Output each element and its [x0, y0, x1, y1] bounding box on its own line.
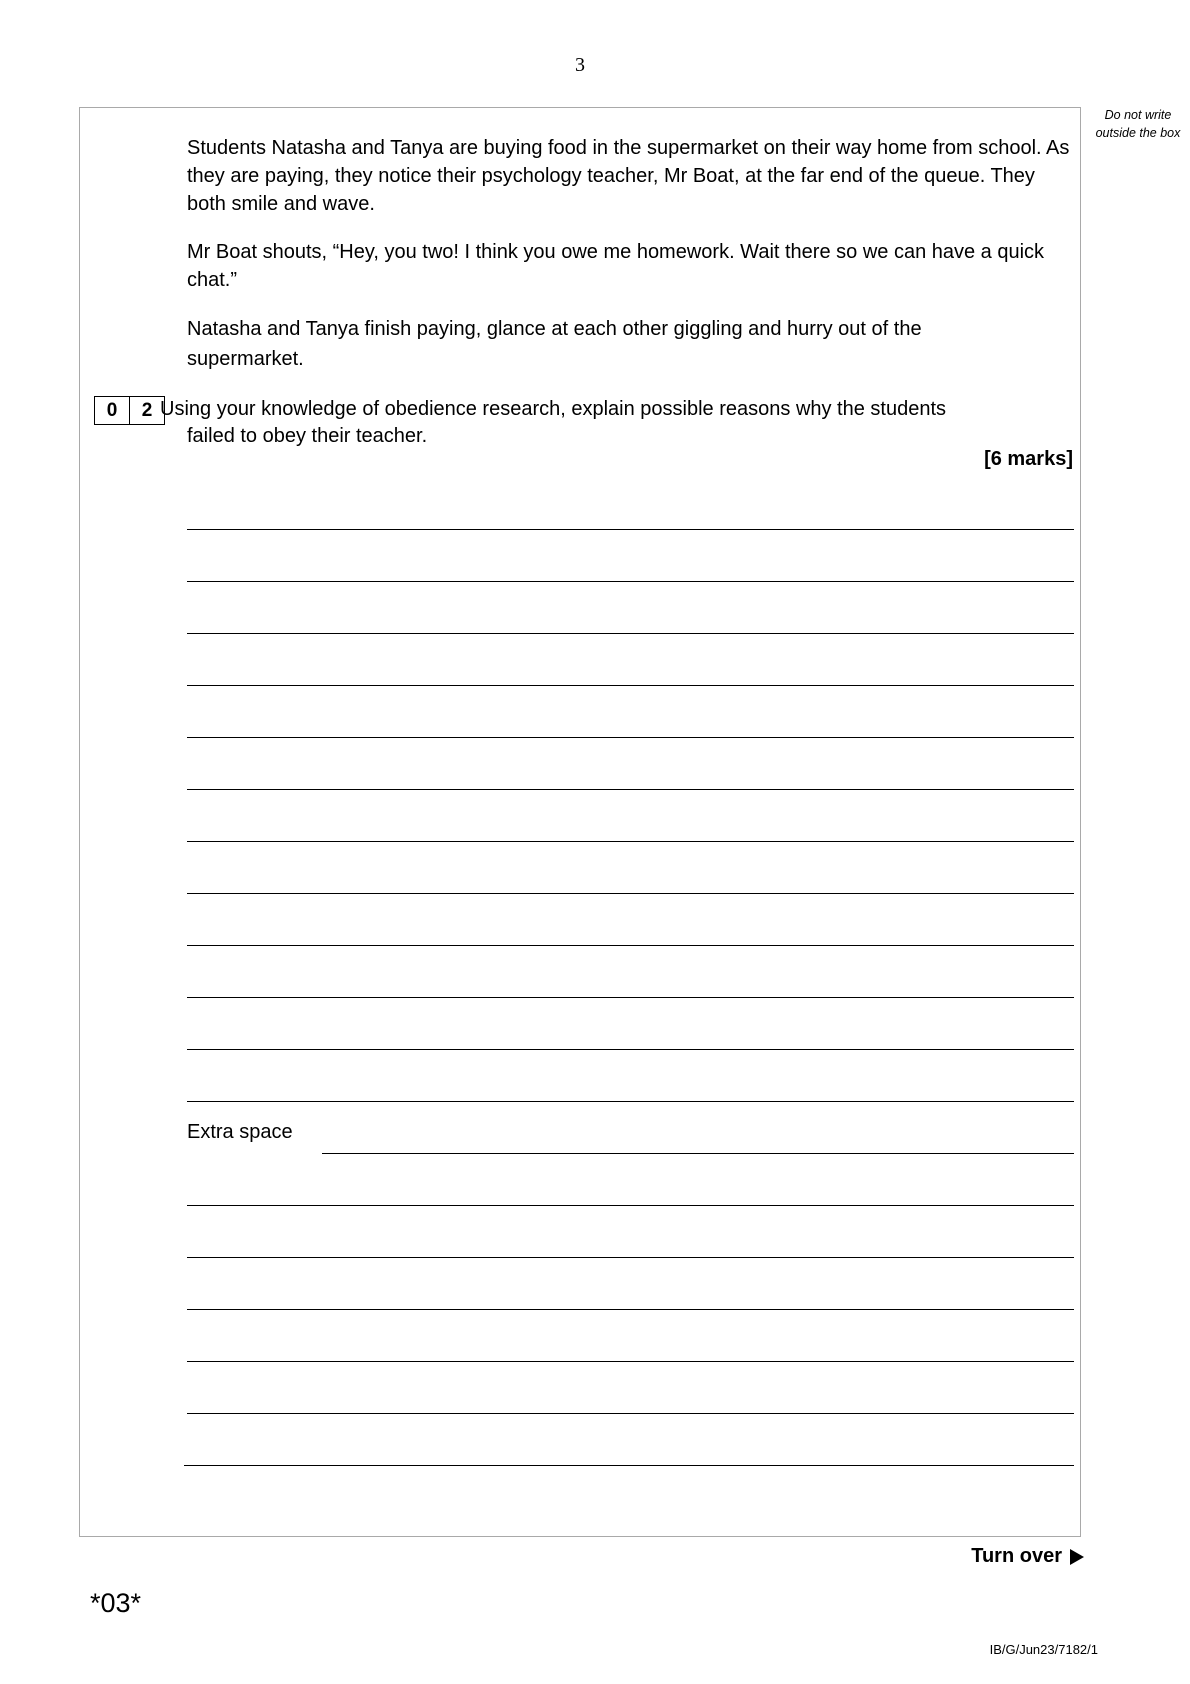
question-text-line-1: Using your knowledge of obedience research, explain possible reasons why the students [160, 398, 947, 420]
turn-over-label: Turn over [971, 1545, 1062, 1567]
answer-line[interactable] [187, 737, 1074, 738]
answer-line[interactable] [187, 841, 1074, 842]
answer-line[interactable] [187, 633, 1074, 634]
answer-line[interactable] [187, 1049, 1074, 1050]
answer-line[interactable] [187, 685, 1074, 686]
answer-line[interactable] [187, 1101, 1074, 1102]
extra-space-line[interactable] [187, 1205, 1074, 1206]
right-triangle-arrow-icon [1070, 1549, 1084, 1565]
question-number-digit-1: 0 [106, 399, 118, 421]
extra-space-line[interactable] [184, 1465, 1074, 1466]
question-number-box [94, 396, 165, 425]
answer-line[interactable] [187, 581, 1074, 582]
page-number: 3 [575, 54, 585, 76]
scenario-paragraph-3: Natasha and Tanya finish paying, glance at each other giggling and hurry out of the supermarket. [187, 318, 922, 370]
extra-space-label: Extra space [187, 1121, 293, 1143]
question-text [160, 396, 1080, 450]
answer-line[interactable] [187, 945, 1074, 946]
answer-line[interactable] [187, 997, 1074, 998]
answer-line[interactable] [187, 893, 1074, 894]
answer-line[interactable] [187, 789, 1074, 790]
answer-line[interactable] [187, 529, 1074, 530]
marks-label: [6 marks] [984, 448, 1073, 470]
scenario-paragraph-1: Students Natasha and Tanya are buying food in the supermarket on their way home from school. As they are paying, they notice their psychology teacher, Mr Boat, at the far end of the queue. They both smile and wave. [187, 137, 1070, 215]
scenario-paragraph-2: Mr Boat shouts, “Hey, you two! I think you owe me homework. Wait there so we can have a quick chat.” [187, 241, 1045, 291]
turn-over [971, 1545, 1084, 1568]
question-number-digit-2: 2 [129, 397, 164, 424]
extra-space-line[interactable] [187, 1361, 1074, 1362]
extra-space-line[interactable] [187, 1309, 1074, 1310]
page-code: *03* [90, 1588, 142, 1618]
footer-reference: IB/G/Jun23/7182/1 [989, 1642, 1098, 1657]
question-text-line-2: failed to obey their teacher. [187, 425, 428, 447]
extra-space-line[interactable] [187, 1413, 1074, 1414]
margin-note: Do not write outside the box [1095, 108, 1181, 140]
extra-space-line[interactable] [322, 1153, 1074, 1154]
extra-space-line[interactable] [187, 1257, 1074, 1258]
